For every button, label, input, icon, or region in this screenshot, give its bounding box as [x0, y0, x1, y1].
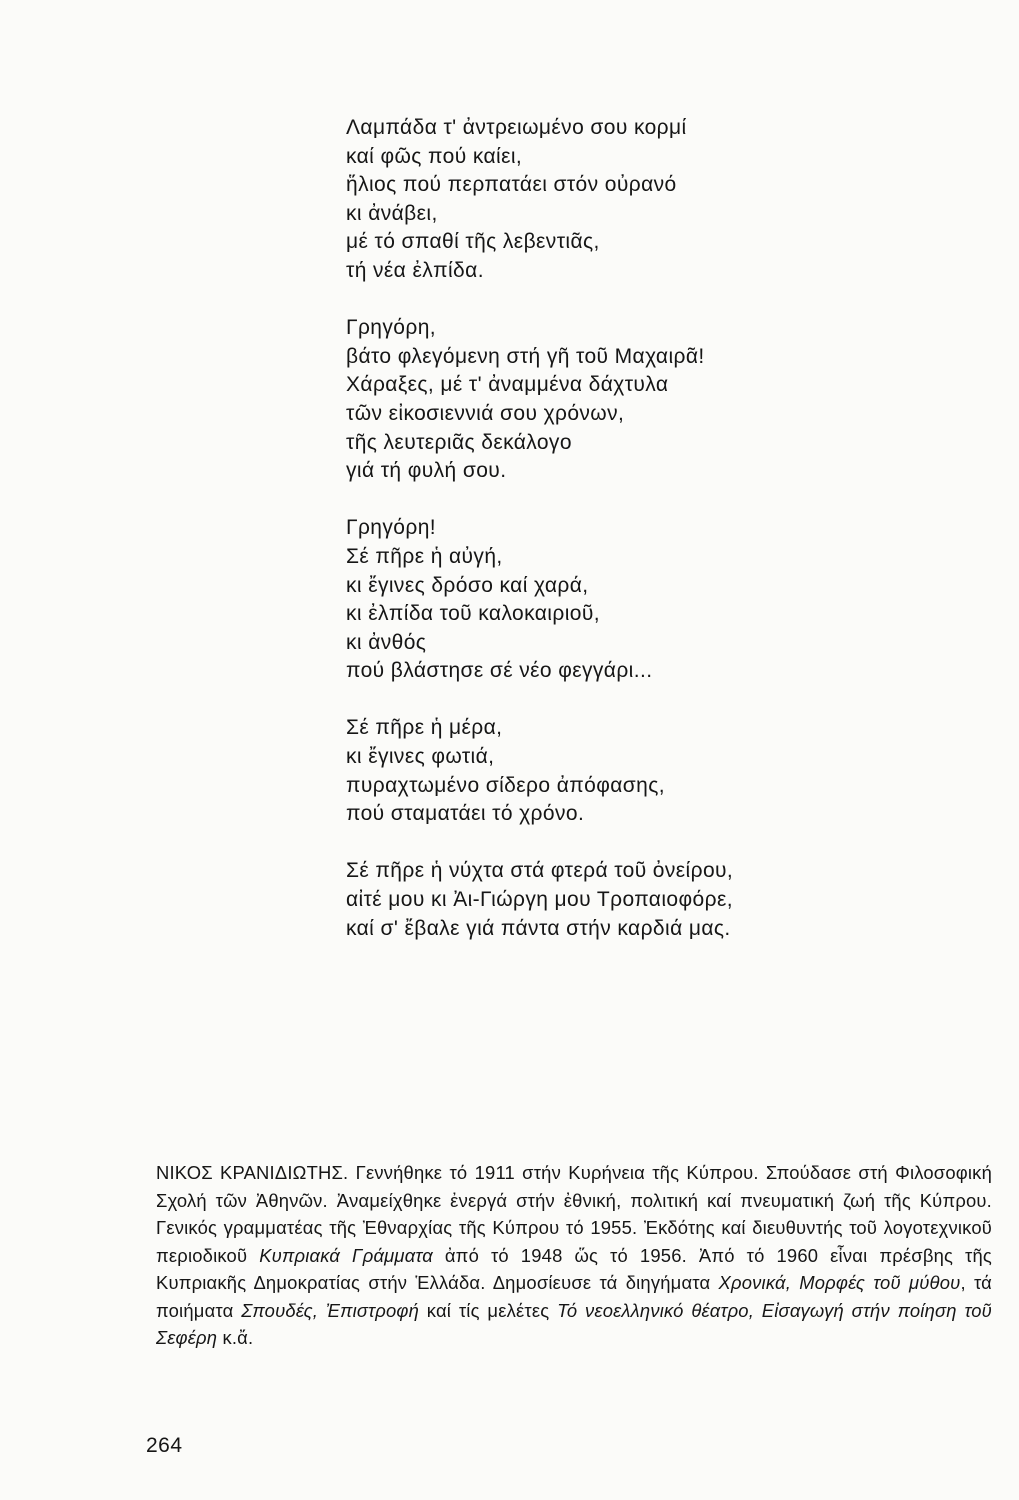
poem-line: κι ἀνάβει,	[346, 201, 438, 225]
poem-line: Γρηγόρη,	[346, 316, 437, 340]
poem-line: κι ἔγινες δρόσο καί χαρά,	[346, 573, 589, 597]
poem-line: Λαμπάδα τ' ἀντρειωμένο σου κορμί	[346, 116, 687, 139]
bio-italic-title: Χρονικά, Μορφές τοῦ μύθου	[718, 1272, 961, 1294]
poem-line: Σέ πῆρε ἡ νύχτα στά φτερά τοῦ ὀνείρου,	[346, 859, 734, 883]
bio-italic-title: Σπουδές, Ἐπιστροφή	[241, 1299, 420, 1321]
bio-text: ΝΙΚΟΣ ΚΡΑΝΙΔΙΩΤΗΣ. Γεννήθηκε τό 1911 στήν Κυρήνεια τῆς Κύπρου. Σπούδασε στή Φιλοσοφική Σχολή τῶν Ἀθηνῶν. Ἀναμείχθηκε ἐνεργά στήν ἐθνική, πολιτική καί πνευματική ζωή τῆς Κύπρου. Γενικός γραμματέας τῆς Ἐθναρχίας τῆς Κύπρου τό 1955. Ἐκδότης καί διευθυντής τοῦ λογοτεχνικοῦ περιοδικοῦ	[156, 1162, 992, 1266]
poem-line: κι ἐλπίδα τοῦ καλοκαιριοῦ,	[346, 602, 600, 626]
poem-line: καί φῶς πού καίει,	[346, 144, 523, 168]
poem-line: πού βλάστησε σέ νέο φεγγάρι...	[346, 659, 653, 683]
page-number: 264	[146, 1434, 183, 1457]
poem-line: τῆς λευτεριᾶς δεκάλογο	[346, 430, 572, 454]
bio-italic-title: Τό νεοελληνικό θέατρο, Εἰσαγωγή στήν ποίηση τοῦ Σεφέρη	[156, 1299, 992, 1349]
poem-line: Χάραξες, μέ τ' ἀναμμένα δάχτυλα	[346, 373, 669, 397]
author-biography	[156, 1159, 992, 1352]
bio-italic-title: Κυπριακά Γράμματα	[259, 1244, 433, 1266]
poem-line: τή νέα ἐλπίδα.	[346, 258, 484, 282]
poem-line: αἰτέ μου κι Ἀι-Γιώργη μου Τροπαιοφόρε,	[346, 888, 733, 912]
bio-text: ἀπό τό 1948 ὥς τό 1956. Ἀπό τό 1960 εἶναι πρέσβης τῆς Κυπριακῆς Δημοκρατίας στήν Ἑλλάδα. Δημοσίευσε τά διηγήματα	[156, 1244, 992, 1294]
poem-line: καί σ' ἔβαλε γιά πάντα στήν καρδιά μας.	[346, 916, 731, 940]
poem-stanza	[346, 714, 986, 828]
poem-line: βάτο φλεγόμενη στή γῆ τοῦ Μαχαιρᾶ!	[346, 344, 705, 368]
poem-stanza	[346, 857, 986, 943]
poem-stanza	[346, 514, 986, 686]
poem-line: Γρηγόρη!	[346, 516, 437, 540]
poem-line: τῶν εἰκοσιεννιά σου χρόνων,	[346, 401, 625, 425]
poem-line: γιά τή φυλή σου.	[346, 459, 507, 483]
poem-line: πού σταματάει τό χρόνο.	[346, 802, 585, 826]
poem-stanza	[346, 314, 986, 486]
poem-line: μέ τό σπαθί τῆς λεβεντιᾶς,	[346, 230, 600, 254]
poem-line: κι ἀνθός	[346, 630, 427, 654]
poem-line: Σέ πῆρε ἡ μέρα,	[346, 716, 503, 740]
bio-text: καί τίς μελέτες	[419, 1299, 558, 1321]
poem-line: ἥλιος πού περπατάει στόν οὐρανό	[346, 173, 677, 197]
poem-stanza	[346, 114, 986, 286]
poem-line: κι ἔγινες φωτιά,	[346, 745, 495, 769]
poem	[346, 114, 986, 943]
bio-text: κ.ἄ.	[217, 1327, 254, 1349]
poem-line: Σέ πῆρε ἡ αὐγή,	[346, 544, 503, 568]
bio-text: , τά ποιήματα	[156, 1272, 992, 1321]
poem-line: πυραχτωμένο σίδερο ἀπόφασης,	[346, 773, 665, 797]
